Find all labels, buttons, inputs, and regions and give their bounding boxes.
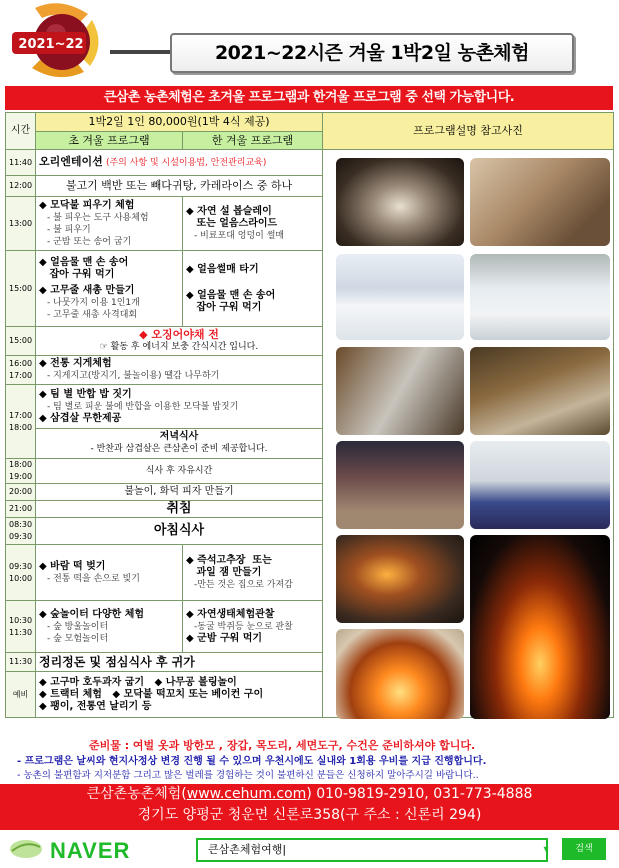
activity-detail: - 나뭇가지 이용 1인1개: [47, 297, 140, 308]
activity-detail: - 불 피우는 도구 사용체험: [47, 212, 149, 223]
forest-play-activity: [36, 601, 183, 653]
time-cell: 09:30 10:00: [6, 545, 36, 601]
website-link[interactable]: www.cehum.com: [186, 786, 307, 802]
activity-title: ◆ 전통 지게체험: [39, 358, 112, 369]
time-cell: 18:00 19:00: [6, 459, 36, 484]
weather-note: - 프로그램은 날씨와 현지사정상 변경 진행 될 수 있으며 우천시에도 실내와 1회용 우비를 지급 진행합니다.: [17, 756, 487, 767]
time-cell: 17:00 18:00: [6, 385, 36, 459]
contact-name: 큰삼촌농촌체험(: [86, 786, 187, 802]
activity-title: ◆ 바람 떡 벚기: [39, 560, 106, 572]
time-cell: 예비: [6, 672, 36, 718]
time-cell: 10:30 11:30: [6, 601, 36, 653]
ecology-activity: [183, 601, 323, 653]
dinner-note: - 반찬과 삼겹살은 큰삼촌이 준비 제공합니다.: [90, 443, 268, 454]
activity-detail: -만든 것은 집으로 가져감: [194, 579, 293, 590]
activity-detail: - 전통 떡을 손으로 빚기: [47, 573, 140, 584]
activity-title: ◆ 자연 설 봅슬레이 또는 얼음스라이드: [186, 205, 278, 229]
time-cell: 13:00: [6, 197, 36, 251]
inconvenience-note: - 농촌의 불편함과 지저분함 그리고 많은 벌레를 경험하는 것이 불편하신 분들은 신청하지 말아주시길 바랍니다..: [17, 770, 479, 781]
time-cell: 11:30: [6, 653, 36, 672]
activity-detail: - 팀 별로 피운 불에 반합을 이용한 모닥불 밥짓기: [47, 401, 239, 412]
jige-row: [36, 356, 323, 385]
time-cell: 15:00: [6, 327, 36, 356]
leaf-icon: [8, 838, 44, 860]
activity-title: ◆ 얼음물 맨 손 송어 잡아 구워 먹기: [186, 289, 276, 313]
trout-water-photo: [470, 347, 610, 435]
lunch-row: 불고기 백반 또는 빼다귀탕, 카레라이스 중 하나: [36, 176, 323, 197]
sled-trout-activity: [183, 251, 323, 327]
activity-detail: - 군밤 또는 송어 굽기: [47, 236, 132, 247]
time-header: 시간: [6, 113, 36, 150]
time-cell: 11:40: [6, 150, 36, 176]
spare-item: ◆ 고구마 호두과자 굽기: [39, 676, 145, 688]
time-cell: 08:30 09:30: [6, 518, 36, 545]
spare-item: ◆ 트랙터 체험: [39, 688, 102, 700]
bedtime-row: 취침: [36, 501, 323, 518]
activity-detail: - 숲 방울놀이터: [47, 621, 109, 632]
page-title: 2021~22시즌 겨울 1박2일 농촌체험: [170, 33, 574, 73]
dinner-title: 저녁식사: [159, 430, 199, 442]
snow-slope-photo: [470, 254, 610, 340]
departure-row: 정리정돈 및 점심식사 후 귀가: [36, 653, 323, 672]
activity-title: ◆ 고무줄 새총 만들기: [39, 284, 135, 296]
time-cell: 20:00: [6, 484, 36, 501]
activity-detail: - 지게지고(방지기, 불놀이용) 땔감 나무하기: [47, 371, 220, 381]
orientation-row: [36, 150, 323, 176]
cave-photo: [336, 158, 464, 246]
chestnut-roast-photo: [336, 535, 464, 623]
spare-activities: [36, 672, 323, 718]
spare-item: ◆ 나무공 볼링놀이: [154, 676, 237, 688]
preparation-note: 준비물 : 여벌 옷과 방한모 , 장갑, 목도리, 세면도구, 수건은 준비하셔야 합니다.: [89, 739, 476, 752]
snack-title: ◆ 오징어야채 전: [139, 328, 219, 341]
orientation-note: (주의 사항 및 시설이용법, 안전관리교육): [105, 158, 267, 168]
activity-detail: - 고무줄 새총 사격대회: [47, 309, 138, 320]
spare-item: ◆ 팽이, 전통연 날리기 등: [39, 700, 152, 712]
activity-title: ◆ 삼겹살 무한제공: [39, 412, 122, 424]
time-cell: 12:00: [6, 176, 36, 197]
time-cell: 21:00: [6, 501, 36, 518]
subtitle-banner: 큰삼촌 농촌체험은 초겨울 프로그램과 한겨울 프로그램 중 선택 가능합니다.: [5, 86, 613, 110]
activity-title: ◆ 모닥불 피우기 체험: [39, 199, 135, 211]
activity-title: ◆ 숲놀이터 다양한 체험: [39, 608, 145, 620]
jige-carry-photo: [470, 441, 610, 529]
activity-title: ◆ 자연생태체험관찰: [186, 608, 275, 620]
activity-title: ◆ 얼음썰매 타기: [186, 263, 259, 275]
bobsled-activity: [183, 197, 323, 251]
breakfast-row: 아침식사: [36, 518, 323, 545]
activity-detail: - 숲 모험놀이터: [47, 633, 109, 644]
activity-title: ◆ 즉석고추장 또는 과일 잼 만들기: [186, 554, 272, 578]
dropdown-icon[interactable]: ▾: [543, 844, 549, 855]
price-label: 1박2일 1인 80,000원(1박 4식 제공): [36, 113, 323, 132]
naver-logo: NAVER: [50, 838, 131, 863]
free-time-row: 식사 후 자유시간: [36, 459, 323, 484]
photo-column-header: 프로그램설명 참고사진: [323, 113, 614, 150]
activity-detail: - 비료포대 엉덩이 썰매: [194, 230, 285, 241]
dining-photo: [470, 158, 610, 246]
snack-note: ☞ 활동 후 에너지 보충 간식시간 입니다.: [99, 342, 259, 352]
time-cell: 16:00 17:00: [6, 356, 36, 385]
campfire-activity: [36, 197, 183, 251]
activity-detail: -동굴 박쥐등 눈으로 관찰: [194, 621, 293, 632]
fire-pizza-row: 불놀이, 화덕 피자 만들기: [36, 484, 323, 501]
address-line: 경기도 양평군 청운면 신론로358(구 주소 : 신론리 294): [137, 807, 482, 823]
time-cell: 15:00: [6, 251, 36, 327]
search-input[interactable]: 큰삼촌체험여행|: [196, 838, 548, 862]
title-divider: [110, 50, 172, 54]
search-button[interactable]: 검색: [562, 838, 606, 860]
orientation-label: 오리엔테이션: [39, 155, 103, 168]
oven-fire-photo: [336, 629, 464, 719]
spare-item: ◆ 모닥불 떡꼬치 또는 베이컨 구이: [112, 688, 264, 700]
contact-footer: [0, 784, 619, 830]
snow-sledding-photo: [336, 254, 464, 340]
dinner-row: [36, 385, 323, 459]
contact-line: [0, 784, 619, 805]
activity-title: ◆ 팀 별 반합 밥 짓기: [39, 388, 132, 400]
ice-stream-photo: [336, 347, 464, 435]
deep-winter-header: 한 겨울 프로그램: [183, 132, 323, 150]
bonfire-photo: [470, 535, 610, 719]
gochujang-activity: [183, 545, 323, 601]
activity-title: ◆ 얼음물 맨 손 송어 잡아 구워 먹기: [39, 256, 129, 280]
trout-slingshot-activity: [36, 251, 183, 327]
rice-cake-activity: [36, 545, 183, 601]
season-badge: 2021~22: [18, 37, 84, 52]
activity-detail: - 불 피우기: [47, 224, 91, 235]
snack-row: [36, 327, 323, 356]
kids-eating-photo: [336, 441, 464, 529]
early-winter-header: 초 겨울 프로그램: [36, 132, 183, 150]
contact-phones: ) 010-9819-2910, 031-773-4888: [306, 786, 533, 802]
activity-title: ◆ 군밤 구워 먹기: [186, 632, 263, 644]
